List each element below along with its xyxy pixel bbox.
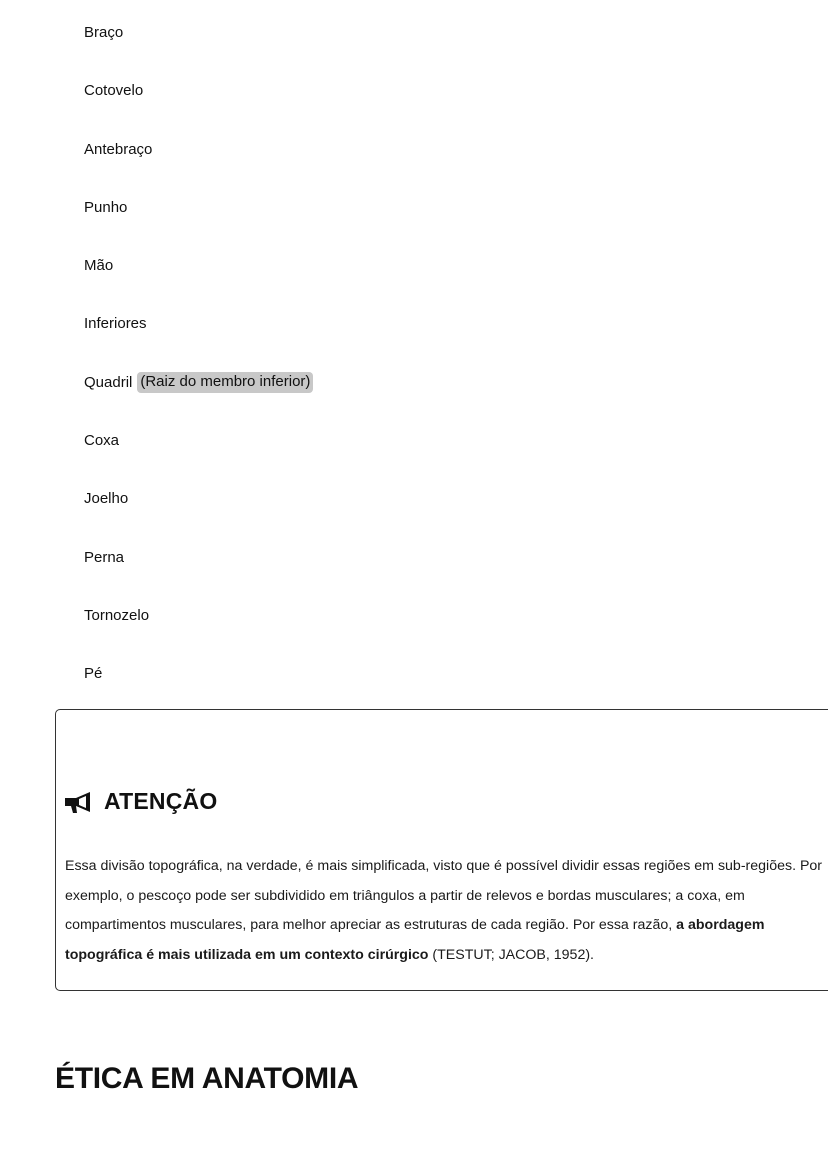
body-region-list [84,24,313,724]
attention-callout [55,709,828,991]
list-item-label: Coxa [84,432,120,450]
list-item [84,257,313,315]
attention-text-part2: (TESTUT; JACOB, 1952). [428,946,594,963]
list-item-label: Tornozelo [84,606,150,624]
list-item-label: Mão [84,257,114,275]
list-item [84,315,313,373]
list-item [84,82,313,140]
attention-text-part1: Essa divisão topográfica, na verdade, é mais simplificada, visto que é possível dividir essas regiões em sub-regiões. Por exemplo, o pescoço pode ser subdividido em triângulos a partir de relevos e bordas musculares; a coxa, em compartimentos musculares, para melhor apreciar as estruturas de cada região. Por essa razão, [65,858,823,933]
list-item-label: Inferiores [84,315,147,333]
list-item-label: Pé [84,665,103,683]
list-item [84,607,313,665]
list-item [84,549,313,607]
attention-heading [65,788,217,815]
list-item [84,374,313,432]
list-item-label: Perna [84,548,125,566]
annotation-tag: (Raiz do membro inferior) [137,372,313,393]
list-item-label: Joelho [84,490,129,508]
list-item [84,490,313,548]
list-item [84,432,313,490]
attention-text-bold: a abordagem topográfica é mais utilizada em um contexto cirúrgico [65,917,765,963]
list-item-label: Cotovelo [84,82,144,100]
section-title: ÉTICA EM ANATOMIA [55,1062,359,1095]
megaphone-icon [65,790,95,814]
list-item [84,24,313,82]
list-item [84,199,313,257]
list-item-label: Braço [84,24,124,41]
attention-title: ATENÇÃO [104,788,218,814]
attention-text [65,852,825,970]
list-item [84,141,313,199]
list-item-label: Antebraço [84,140,153,158]
list-item-label: Punho [84,198,128,216]
list-item-label: Quadril [84,373,133,391]
